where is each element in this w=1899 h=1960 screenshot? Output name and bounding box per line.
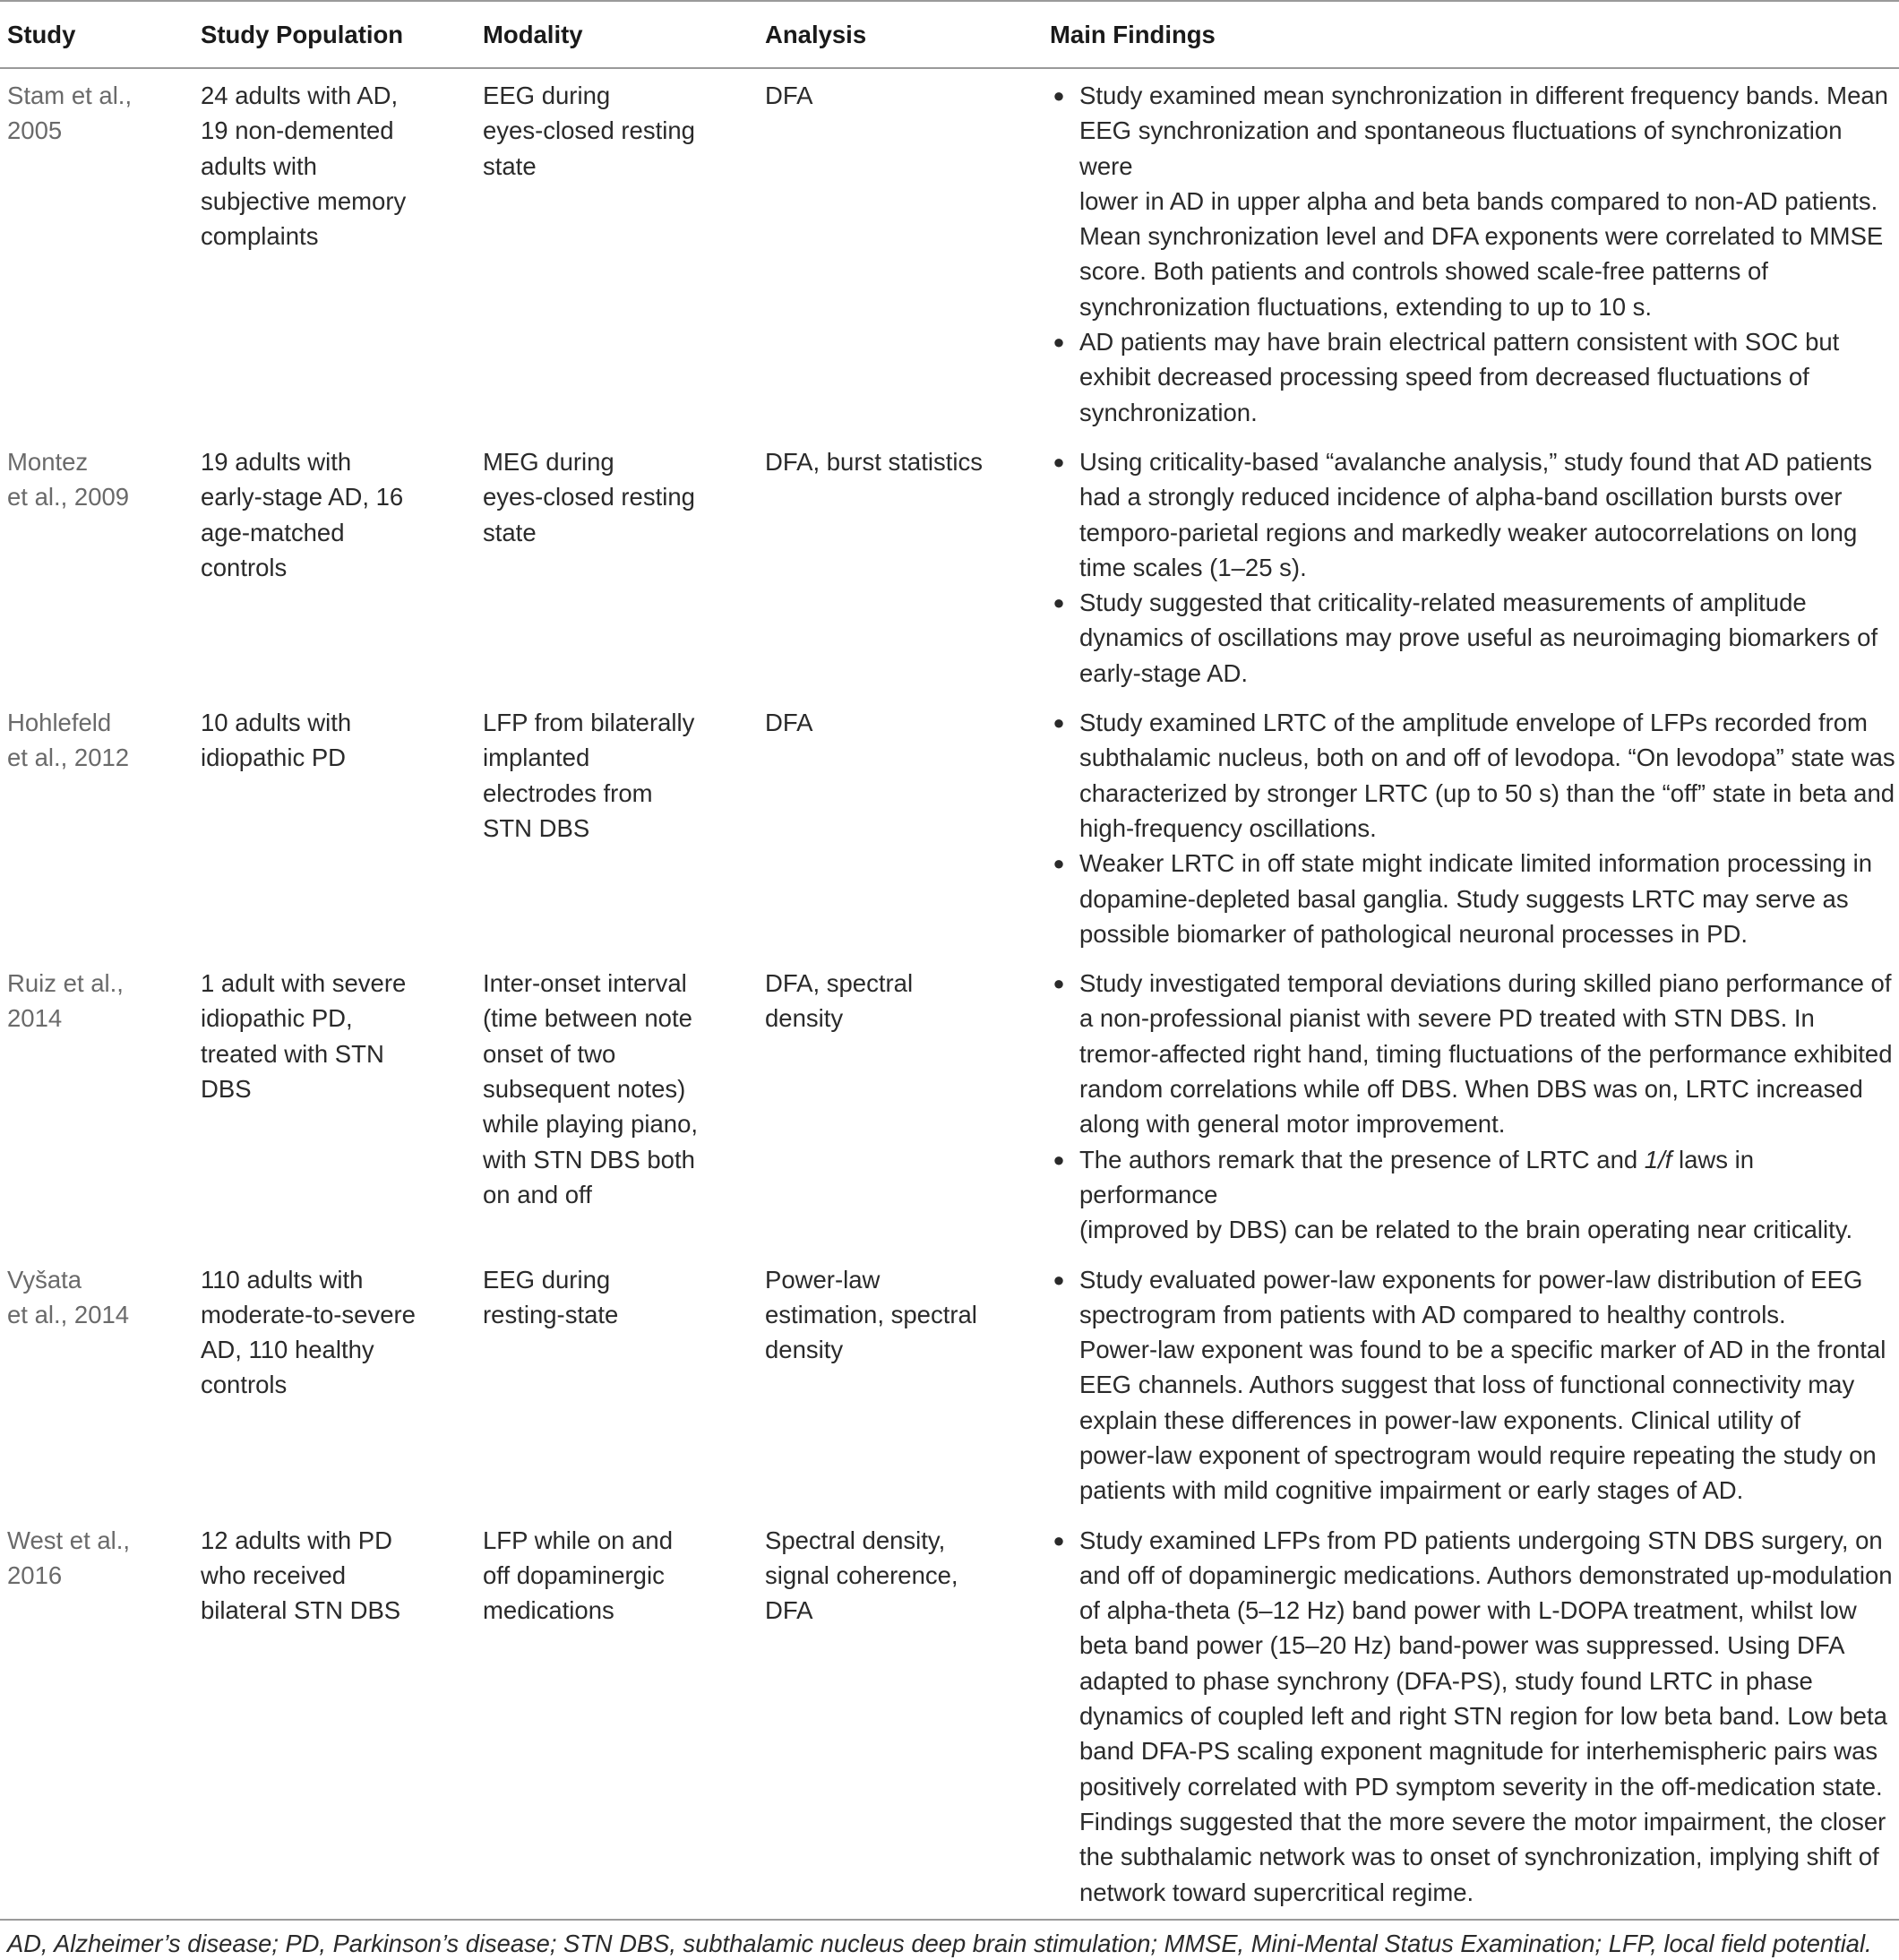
finding-item (1048, 846, 1899, 951)
bullet-icon: ● (1053, 450, 1065, 473)
modality-cell: Inter-onset interval (time between note onset of two subsequent notes) while playing piano, with STN DBS both on and off (483, 969, 699, 1208)
finding-text: Using criticality-based “avalanche analysis,” study found that AD patients had a strongly reduced incidence of alpha-band oscillation bursts over temporo-parietal regions and markedly weaker autocorrelations on long time scales (1–25 s). (1079, 447, 1873, 581)
table-footnote: AD, Alzheimer’s disease; PD, Parkinson’s disease; STN DBS, subthalamic nucleus deep brain stimulation; MMSE, Mini-Mental Status Examination; LFP, local field potential. (0, 1920, 1899, 1960)
table-row (0, 435, 1899, 696)
table-row (0, 957, 1899, 1252)
findings-list (1048, 444, 1899, 691)
analysis-cell: DFA, spectral density (765, 969, 914, 1033)
modality-cell: MEG during eyes-closed resting state (483, 447, 695, 546)
study-cell: West et al., 2016 (7, 1526, 131, 1589)
bullet-icon: ● (1053, 1528, 1065, 1552)
finding-text: Study examined mean synchronization in different frequency bands. Mean EEG synchronization and spontaneous fluctuations of synchronization were lower in AD in upper alpha and beta bands compared to non-AD patients. Mean synchronization level and DFA exponents were correlated to MMSE score. Both patients and controls showed scale-free patterns of synchronization fluctuations, extending to up to 10 s. (1079, 82, 1888, 321)
bullet-icon: ● (1053, 711, 1065, 735)
population-cell: 24 adults with AD, 19 non-demented adults with subjective memory complaints (201, 82, 407, 251)
finding-item (1048, 966, 1899, 1141)
findings-list (1048, 78, 1899, 430)
findings-cell (1048, 1514, 1899, 1920)
modality-cell: EEG during resting-state (483, 1265, 619, 1328)
table-row (0, 68, 1899, 435)
bullet-icon: ● (1053, 1148, 1065, 1171)
finding-text: Weaker LRTC in off state might indicate limited information processing in dopamine-depleted basal ganglia. Study suggests LRTC may serve as possible biomarker of pathological neuronal processes in PD. (1079, 849, 1872, 948)
population-cell: 12 adults with PD who received bilateral STN DBS (201, 1526, 401, 1625)
finding-item (1048, 444, 1899, 585)
study-cell: Vyšata et al., 2014 (7, 1265, 130, 1328)
header-study: Study (7, 20, 76, 48)
study-cell: Montez et al., 2009 (7, 447, 130, 511)
population-cell: 19 adults with early-stage AD, 16 age-matched controls (201, 447, 404, 581)
finding-text: Study evaluated power-law exponents for power-law distribution of EEG spectrogram from patients with AD compared to healthy controls. Power-law exponent was found to be a specific marker of AD in the frontal EEG channels. Authors suggest that loss of functional connectivity may explain these differences in power-law exponents. Clinical utility of power-law exponent of spectrogram would require repeating the study on patients with mild cognitive impairment or early stages of AD. (1079, 1265, 1886, 1505)
table-row (0, 696, 1899, 957)
finding-text: AD patients may have brain electrical pattern consistent with SOC but exhibit decreased processing speed from decreased fluctuations of synchronization. (1079, 328, 1840, 426)
bullet-icon: ● (1053, 591, 1065, 615)
analysis-cell: Spectral density, signal coherence, DFA (765, 1526, 958, 1625)
finding-item (1048, 1262, 1899, 1509)
finding-item (1048, 1523, 1899, 1910)
population-cell: 10 adults with idiopathic PD (201, 709, 352, 772)
finding-text: Study examined LFPs from PD patients undergoing STN DBS surgery, on and off of dopaminergic medications. Authors demonstrated up-modulation of alpha-theta (5–12 Hz) band power with L-DOPA treatment, whilst low beta band power (15–20 Hz) band-power was suppressed. Using DFA adapted to phase synchrony (DFA-PS), study found LRTC in phase dynamics of coupled left and right STN region for low beta band. Low beta band DFA-PS scaling exponent magnitude for interhemispheric pairs was positively correlated with PD symptom severity in the off-medication state. Findings suggested that the more severe the motor impairment, the closer the subthalamic network was to onset of synchronization, implying shift of network toward supercritical regime. (1079, 1526, 1893, 1906)
finding-item (1048, 705, 1899, 846)
findings-list (1048, 966, 1899, 1247)
bullet-icon: ● (1053, 84, 1065, 107)
bullet-icon: ● (1053, 972, 1065, 995)
findings-list (1048, 1262, 1899, 1509)
finding-item (1048, 1142, 1899, 1248)
study-cell: Stam et al., 2005 (7, 82, 133, 145)
findings-cell (1048, 957, 1899, 1252)
analysis-cell: DFA (765, 709, 813, 737)
analysis-cell: Power-law estimation, spectral density (765, 1265, 977, 1364)
modality-cell: LFP from bilaterally implanted electrodes from STN DBS (483, 709, 695, 842)
finding-item (1048, 78, 1899, 324)
analysis-cell: DFA (765, 82, 813, 109)
finding-text: Study suggested that criticality-related measurements of amplitude dynamics of oscillations may prove useful as neuroimaging biomarkers of early-stage AD. (1079, 589, 1878, 687)
table-body (0, 68, 1899, 1960)
header-modality: Modality (483, 20, 583, 48)
analysis-cell: DFA, burst statistics (765, 447, 983, 476)
modality-cell: LFP while on and off dopaminergic medications (483, 1526, 673, 1625)
finding-text: Study investigated temporal deviations during skilled piano performance of a non-professional pianist with severe PD treated with STN DBS. In tremor-affected right hand, timing fluctuations of the performance exhibited random correlations while off DBS. When DBS was on, LRTC increased along with general motor improvement. (1079, 969, 1893, 1139)
finding-item (1048, 324, 1899, 430)
findings-cell (1048, 435, 1899, 696)
findings-cell (1048, 696, 1899, 957)
finding-item (1048, 585, 1899, 691)
population-cell: 110 adults with moderate-to-severe AD, 110 healthy controls (201, 1265, 416, 1399)
bullet-icon: ● (1053, 1268, 1065, 1291)
finding-text: Study examined LRTC of the amplitude envelope of LFPs recorded from subthalamic nucleus, both on and off of levodopa. “On levodopa” state was characterized by stronger LRTC (up to 50 s) than the “off” state in beta and high-frequency oscillations. (1079, 709, 1895, 842)
table-header (0, 1, 1899, 68)
finding-text: The authors remark that the presence of LRTC and 1/f laws in performance (improved by DBS) can be related to the brain operating near criticality. (1079, 1145, 1853, 1244)
findings-cell (1048, 68, 1899, 435)
header-analysis: Analysis (765, 20, 867, 48)
table-row (0, 1253, 1899, 1514)
header-main-findings: Main Findings (1050, 20, 1216, 48)
table-row (0, 1514, 1899, 1920)
population-cell: 1 adult with severe idiopathic PD, treated with STN DBS (201, 969, 407, 1104)
bullet-icon: ● (1053, 331, 1065, 354)
header-population: Study Population (201, 20, 404, 48)
study-cell: Hohlefeld et al., 2012 (7, 709, 130, 772)
modality-cell: EEG during eyes-closed resting state (483, 82, 695, 180)
bullet-icon: ● (1053, 852, 1065, 875)
findings-cell (1048, 1253, 1899, 1514)
study-cell: Ruiz et al., 2014 (7, 969, 124, 1033)
findings-list (1048, 1523, 1899, 1910)
footnote-row (0, 1920, 1899, 1960)
findings-list (1048, 705, 1899, 951)
